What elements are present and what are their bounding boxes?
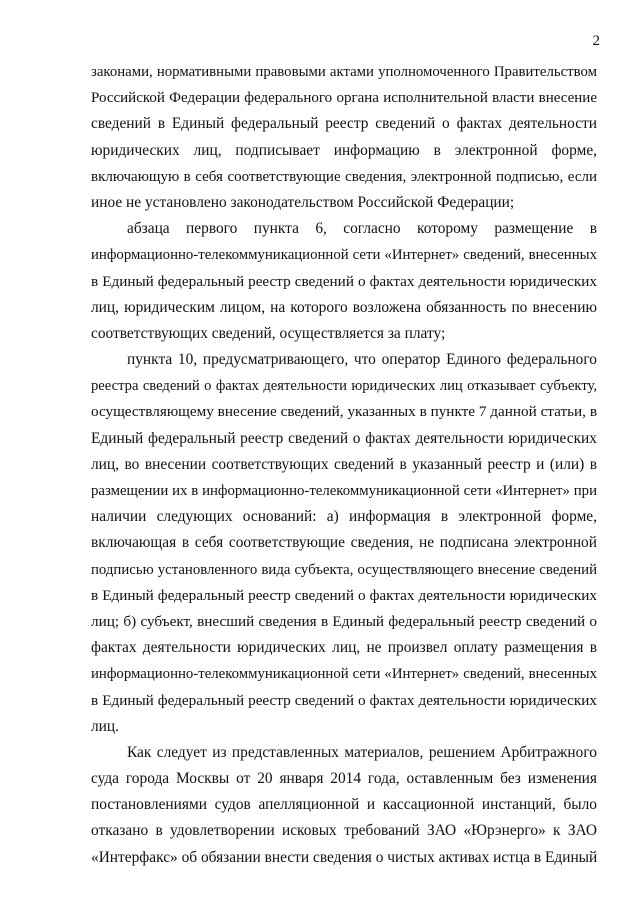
text-line: информационно-телекоммуникационной сети «Интернет» сведений, внесенных	[91, 666, 597, 683]
text-line: в Единый федеральный реестр сведений о фактах деятельности юридических	[91, 586, 597, 604]
text-line: Российской Федерации федерального органа исполнительной власти внесение	[91, 90, 597, 107]
text-line: реестра сведений о фактах деятельности юридических лиц отказывает субъекту,	[91, 378, 597, 395]
text-line: наличии следующих оснований: а) информация в электронной форме,	[91, 508, 597, 526]
text-line: пункта 10, предусматривающего, что оператор Единого федерального	[127, 351, 597, 369]
text-line: в Единый федеральный реестр сведений о фактах деятельности юридических	[91, 272, 597, 290]
text-line: сведений в Единый федеральный реестр сведений о фактах деятельности	[91, 115, 597, 133]
text-line: юридических лиц, подписывает информацию в электронной форме,	[91, 141, 597, 159]
text-line: подписью установленного вида субъекта, осуществляющего внесение сведений	[91, 561, 597, 578]
text-line: законами, нормативными правовыми актами уполномоченного Правительством	[91, 64, 597, 80]
text-line: суда города Москвы от 20 января 2014 года, оставленным без изменения	[91, 770, 597, 788]
text-line: отказано в удовлетворении исковых требований ЗАО «Юрэнерго» к ЗАО	[91, 822, 597, 840]
text-line: фактах деятельности юридических лиц, не произвел оплату размещения в	[91, 639, 597, 657]
text-line: соответствующих сведений, осуществляется за плату;	[91, 324, 446, 342]
paragraph-continuation	[91, 59, 597, 216]
text-line: Как следует из представленных материалов, решением Арбитражного	[127, 743, 597, 761]
text-line: лиц.	[91, 717, 120, 735]
text-line: включающую в себя соответствующие сведения, электронной подписью, если	[91, 168, 597, 185]
text-line: Единый федеральный реестр сведений о фактах деятельности юридических	[91, 429, 597, 447]
text-line: постановлениями судов апелляционной и кассационной инстанций, было	[91, 796, 597, 814]
text-line: иное не установлено законодательством Российской Федерации;	[91, 193, 515, 211]
text-line: «Интерфакс» об обязании внести сведения о чистых активах истца в Единый	[91, 848, 598, 866]
text-line: абзаца первого пункта 6, согласно которому размещение в	[127, 220, 597, 238]
text-line: лиц, юридическим лицом, на которого возложена обязанность по внесению	[91, 298, 597, 316]
page-number: 2	[592, 33, 600, 49]
text-line: лиц, во внесении соответствующих сведений в указанный реестр и (или) в	[91, 455, 597, 473]
text-line: информационно-телекоммуникационной сети «Интернет» сведений, внесенных	[91, 247, 597, 264]
paragraph-materials	[91, 740, 597, 871]
text-line: осуществляющему внесение сведений, указанных в пункте 7 данной статьи, в	[91, 403, 597, 421]
text-line: включающая в себя соответствующие сведения, не подписана электронной	[91, 534, 597, 552]
text-line: в Единый федеральный реестр сведений о фактах деятельности юридических	[91, 691, 597, 709]
text-line: размещении их в информационно-телекоммуникационной сети «Интернет» при	[91, 483, 597, 499]
paragraph-abzac-6	[91, 216, 597, 347]
document-body	[91, 59, 597, 871]
paragraph-punkt-10	[91, 347, 597, 740]
text-line: лиц; б) субъект, внесший сведения в Единый федеральный реестр сведений о	[91, 612, 597, 630]
